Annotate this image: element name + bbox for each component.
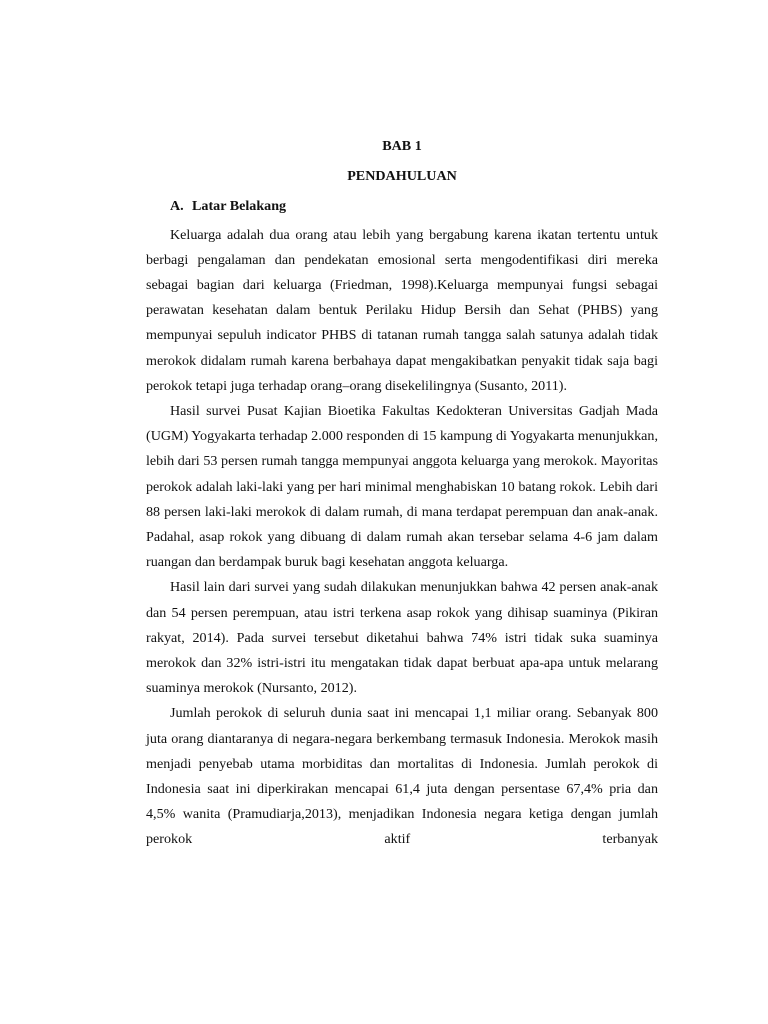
paragraph: Hasil lain dari survei yang sudah dilakukan menunjukkan bahwa 42 persen anak-anak dan 54 persen perempuan, atau istri terkena asap rokok yang dihisap suaminya (Pikiran rakyat, 2014). Pada survei tersebut diketahui bahwa 74% istri tidak suka suaminya merokok dan 32% istri-istri itu mengatakan tidak dapat berbuat apa-apa untuk melarang suaminya merokok (Nursanto, 2012). [146, 579, 658, 697]
paragraph: Keluarga adalah dua orang atau lebih yang bergabung karena ikatan tertentu untuk berbagi pengalaman dan pendekatan emosional serta mengodentifikasi diri mereka sebagai bagian dari keluarga (Friedman, 1998).Keluarga mempunyai fungsi sebagai perawatan kesehatan dalam bentuk Perilaku Hidup Bersih dan Sehat (PHBS) yang mempunyai sepuluh indicator PHBS di tatanan rumah tangga salah satunya adalah tidak merokok didalam rumah karena berbahaya dapat mengakibatkan penyakit tidak saja bagi perokok tetapi juga terhadap orang–orang disekelilingnya (Susanto, 2011). [146, 226, 658, 394]
paragraph: Jumlah perokok di seluruh dunia saat ini mencapai 1,1 miliar orang. Sebanyak 800 juta orang diantaranya di negara-negara berkembang termasuk Indonesia. Merokok masih menjadi penyebab utama morbiditas dan mortalitas di Indonesia. Jumlah perokok di Indonesia saat ini diperkirakan mencapai 61,4 juta dengan persentase 67,4% pria dan 4,5% wanita (Pramudiarja,2013), menjadikan Indonesia negara ketiga dengan jumlah perokok aktif terbanyak [146, 705, 658, 848]
chapter-number: BAB 1 [382, 138, 422, 154]
paragraph: Hasil survei Pusat Kajian Bioetika Fakultas Kedokteran Universitas Gadjah Mada (UGM) Yogyakarta terhadap 2.000 responden di 15 kampung di Yogyakarta menunjukkan, lebih dari 53 persen rumah tangga mempunyai anggota keluarga yang merokok. Mayoritas perokok adalah laki-laki yang per hari minimal menghabiskan 10 batang rokok. Lebih dari 88 persen laki-laki merokok di dalam rumah, di mana terdapat perempuan dan anak-anak. Padahal, asap rokok yang dibuang di dalam rumah akan tersebar selama 4-6 jam dalam ruangan dan berdampak buruk bagi kesehatan anggota keluarga. [146, 403, 658, 571]
section-number: A. [170, 198, 184, 215]
chapter-title: PENDAHULUAN [347, 168, 457, 185]
section-heading [146, 194, 658, 219]
document-page [146, 134, 658, 853]
section-title: Latar Belakang [192, 198, 287, 215]
